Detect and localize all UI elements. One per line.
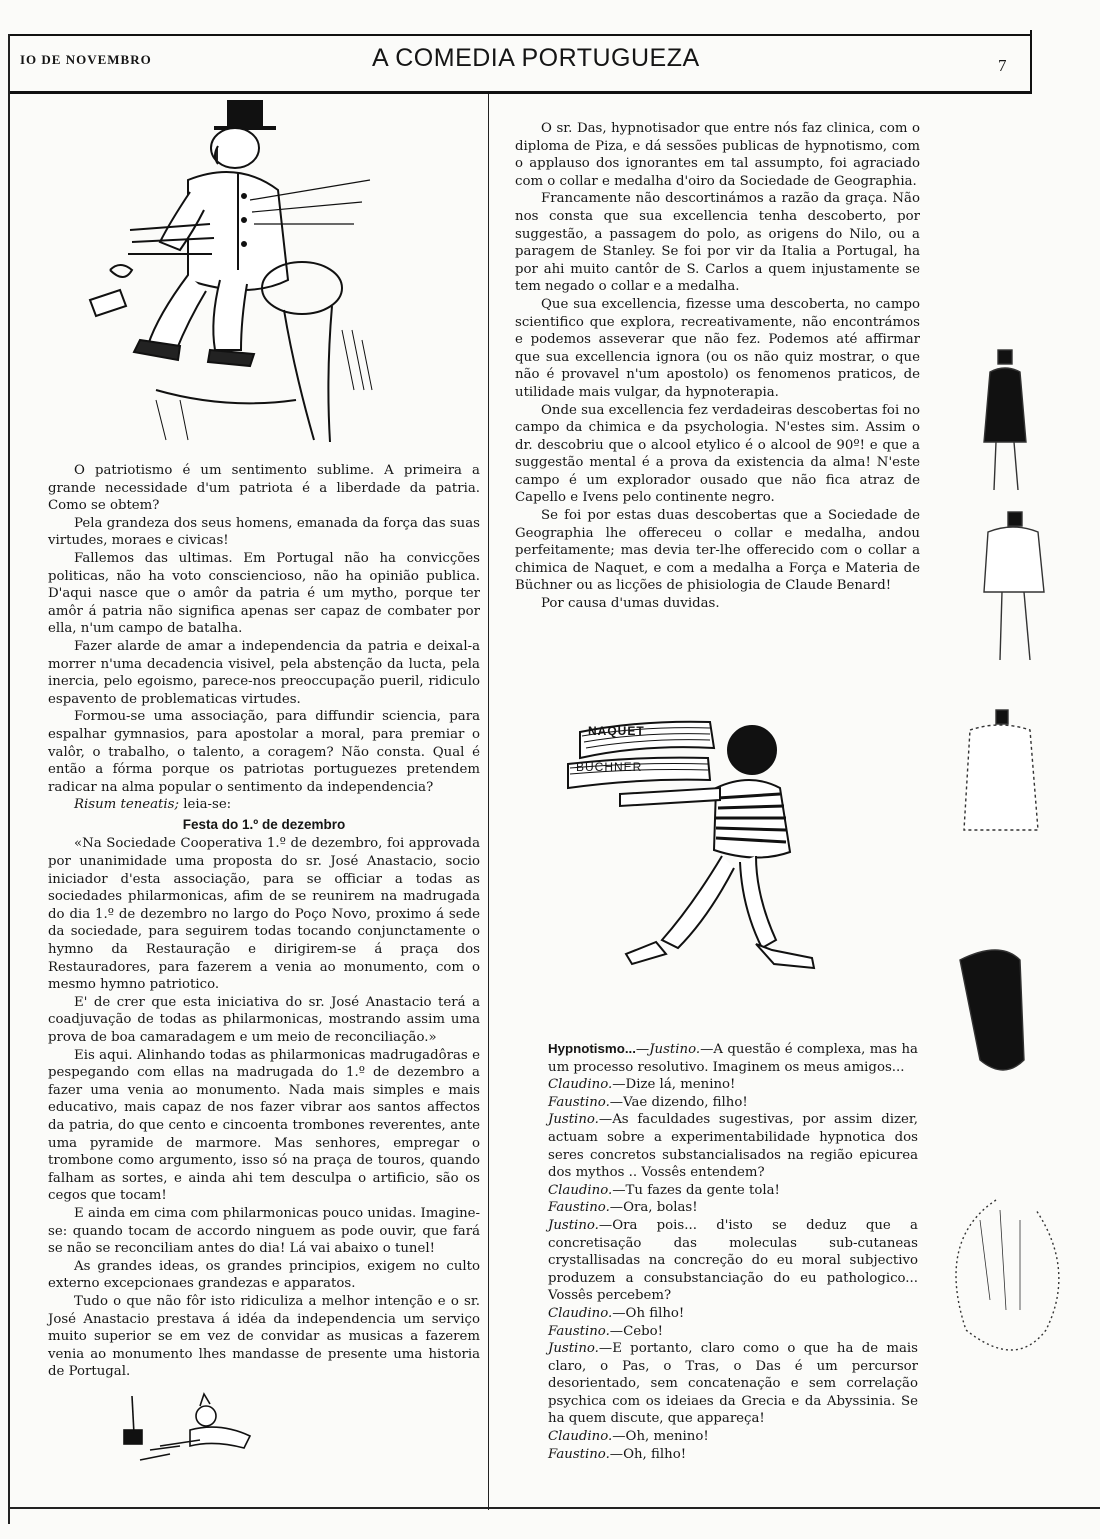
dialogue-speaker: Claudino.: [548, 1429, 613, 1445]
dialogue-text: —Oh filho!: [612, 1305, 685, 1321]
margin-figures-strip: [940, 100, 1090, 1500]
dialogue-text: —Cebo!: [609, 1323, 663, 1339]
reclining-figure-illustration: [120, 1390, 260, 1468]
dialogue-text: —Oh, filho!: [609, 1446, 687, 1462]
left-column-article: [48, 462, 480, 1381]
article-paragraph: Por causa d'umas duvidas.: [541, 596, 720, 612]
dialogue-line: [548, 1217, 918, 1305]
frame-right-rule: [1030, 30, 1032, 92]
dialogue-speaker: Justino.: [548, 1217, 599, 1233]
article-paragraph: O patriotismo é um sentimento sublime. A primeira a grande necessidade d'um patriota é a liberdade da patria. Como se obtem?: [48, 463, 480, 514]
column-divider: [488, 94, 489, 1510]
dialogue-speaker: Claudino.: [548, 1182, 613, 1198]
dialogue-text: —Tu fazes da gente tola!: [612, 1182, 780, 1198]
frame-left-rule: [8, 34, 10, 1524]
risum-rest: leia-se:: [178, 797, 232, 813]
dialogue-line: [548, 1076, 918, 1094]
dialogue-speaker: Claudino.: [548, 1305, 613, 1321]
dialogue-speaker: Faustino.: [548, 1200, 610, 1216]
right-column-article: [515, 120, 920, 613]
article-paragraph: Formou-se uma associação, para diffundir sciencia, para espalhar gymnasios, para apostolar a moral, para premiar o valôr, o trabalho, o talento, a coragem? Não consta. Qual é então a fórma porque os patriotas portuguezes pretendem radicar na alma popular o sentimento da independencia?: [48, 709, 480, 795]
risum-line: [48, 796, 480, 814]
dialogue-line: [548, 1094, 918, 1112]
book-label-buchner: BUCHNER: [576, 760, 643, 774]
dialogue-line: [548, 1428, 918, 1446]
dialogue-line: [548, 1182, 918, 1200]
dialogue-text: —Vae dizendo, filho!: [609, 1094, 748, 1110]
hypnotismo-dialogue: [548, 1040, 918, 1463]
dialogue-speaker: —Justino.: [635, 1042, 701, 1057]
masthead-title: A COMEDIA PORTUGUEZA: [372, 44, 700, 72]
dialogue-line: [548, 1446, 918, 1464]
dialogue-text: —Ora pois... d'isto se deduz que a concretisação das moleculas sub-cutaneas crystallisadas na concreção do eu moral subjectivo produzem a consubstanciação do eu pathologico... Vossês percebem?: [548, 1217, 918, 1304]
book-label-naquet: NAQUET: [588, 724, 645, 738]
dialogue-speaker: Faustino.: [548, 1446, 610, 1462]
article-paragraph: O sr. Das, hypnotisador que entre nós faz clinica, com o diploma de Piza, e dá sessões publicas de hypnotismo, com o applauso dos ignorantes em tal assumpto, foi agraciado com o collar e medalha d'oiro da Sociedade de Geographia.: [515, 121, 920, 189]
boy-carrying-books-illustration: [560, 706, 830, 996]
article-paragraph: Fallemos das ultimas. Em Portugal não ha convicções politicas, não ha voto consciencioso, não ha opinião publica. D'aqui nasce que o amôr da patria é um mytho, porque ter amôr á patria não significa apenas ser capaz de combater por ella, n'um campo de batalha.: [48, 550, 480, 637]
dialogue-line: [548, 1323, 918, 1341]
dialogue-text: —Ora, bolas!: [609, 1200, 698, 1216]
article-paragraph: As grandes ideas, os grandes principios, exigem no culto externo excepcionaes grandezas e apparatos.: [48, 1258, 480, 1292]
page-header: [14, 42, 1026, 90]
footer-rule: [10, 1507, 1100, 1509]
article-paragraph: Que sua excellencia, fizesse uma descoberta, no campo scientifico que explora, recreativamente, não encontrámos e podemos asseverar que não fez. Podemos até affirmar que sua excellencia ignora (ou os não quiz mostrar, o que não é provavel n'um apostolo) os fenomenos praticos, de utilidade mais vulgar, da hypnoterapia.: [515, 296, 920, 400]
article-paragraph: Tudo o que não fôr isto ridiculiza a melhor intenção e o sr. José Anastacio prestava á idéa da independencia um serviço muito superior se em vez de convidar as musicas a fazerem venia ao monumento lhes mandasse de presente uma historia de Portugal.: [48, 1293, 480, 1380]
quote-paragraph: «Na Sociedade Cooperativa 1.º de dezembro, foi approvada por unanimidade uma proposta do sr. José Anastacio, socio iniciador d'esta associação, para se officiar a todas as sociedades philarmonicas, afim de se reunirem na madrugada do dia 1.º de dezembro no largo do Poço Novo, proximo á sede da sociedade, para seguirem todas tocando conjunctamente o hymno da Restauração e dirigirem-se á praça dos Restauradores, para fazerem a venia ao monumento, com o mesmo hymno patriotico.: [48, 836, 480, 993]
dialogue-text: —A questão é complexa, mas ha um processo resolutivo. Imaginem os meus amigos...: [548, 1042, 918, 1075]
dialogue-line: [548, 1111, 918, 1181]
quote-paragraph: E' de crer que esta iniciativa do sr. José Anastacio terá a coadjuvação de todas as philarmonicas, mostrando assim uma prova de boa camaradagem e um meio de reconciliação.»: [48, 994, 480, 1045]
article-paragraph: Onde sua excellencia fez verdadeiras descobertas foi no campo da chimica e da psychologia. N'estes sim. Assim o dr. descobriu que o alcool etylico é o alcool de 90º! e que a suggestão mental é a prova da existencia da alma! N'este campo é um explorador ousado que não fica atraz de Capello e Ivens pelo continente negro.: [515, 402, 920, 506]
section-subheading: Festa do 1.º de dezembro: [182, 816, 346, 832]
dialogue-line: [548, 1199, 918, 1217]
dialogue-speaker: Claudino.: [548, 1077, 613, 1093]
article-paragraph: Pela grandeza dos seus homens, emanada da força das suas virtudes, moraes e civicas!: [48, 515, 480, 549]
dialogue-line: [548, 1340, 918, 1428]
dialogue-speaker: Faustino.: [548, 1094, 610, 1110]
article-paragraph: Eis aqui. Alinhando todas as philarmonicas madrugadôras e pespegando com ellas na madrugada do 1.º de dezembro a fazer uma venia ao monumento. Nada mais simples e mais educativo, mais capaz de nos fazer vibrar aos santos affectos da patria, do que cento e cincoenta trombones reverentes, ante uma pyramide de marmore. Mas senhores, empregar o trombone como argumento, isso só na praça de touros, quando falham as sortes, e ainda ahi tem desculpa o artificio, são os cegos que tocam!: [48, 1047, 480, 1204]
article-paragraph: Se foi por estas duas descobertas que a Sociedade de Geographia lhe offereceu o collar e medalha, andou perfeitamente; mas devia ter-lhe offerecido com o collar a chimica de Naquet, e com a medalha a Força e Materia de Büchner ou as licções de phisiologia de Claude Benard!: [515, 508, 920, 594]
article-paragraph: Francamente não descortinámos a razão da graça. Não nos consta que sua excellencia tenha descoberto, por suggestão, a passagem do polo, as origens do Nilo, ou a paragem de Stanley. Se foi por vir da Italia a Portugal, ha por ahi muito cantôr de S. Carlos a quem injustamente se tem negado o collar e a medalha.: [515, 191, 920, 295]
risum-italic: Risum teneatis;: [74, 797, 179, 813]
dialogue-speaker: Justino.: [548, 1341, 599, 1357]
header-rule: [10, 91, 1032, 94]
dialogue-line: [548, 1040, 918, 1076]
page-number: 7: [998, 56, 1007, 75]
dialogue-text: —Dize lá, menino!: [612, 1077, 736, 1093]
dialogue-title: Hypnotismo...: [548, 1041, 636, 1056]
dialogue-speaker: Justino.: [548, 1112, 599, 1128]
dialogue-line: [548, 1305, 918, 1323]
frame-top-rule: [8, 34, 1032, 36]
article-paragraph: Fazer alarde de amar a independencia da patria e deixal-a morrer n'uma decadencia visivel, pela abstenção da lucta, pela inercia, pelo egoismo, parece-nos preoccupação pueril, ridiculo espavento de problematicas virtudes.: [48, 638, 480, 707]
issue-date: IO DE NOVEMBRO: [20, 52, 152, 67]
dialogue-text: —E portanto, claro como o que ha de mais claro, o Pas, o Tras, o Das é um percursor desorientado, sem concatenação e sem correlação psychica com os ideiaes da Grecia e da Abyssinia. Se ha quem discute, que appareça!: [548, 1341, 918, 1427]
article-paragraph: E ainda em cima com philarmonicas pouco unidas. Imagine-se: quando tocam de accordo ninguem as pode ouvir, que fará se não se reconciliam antes do dia! Lá vai abaixo o tunel!: [48, 1205, 480, 1257]
dialogue-text: —Oh, menino!: [612, 1429, 709, 1445]
dialogue-text: —As faculdades sugestivas, por assim dizer, actuam sobre a experimentabilidade hypnotica dos seres concretos substancialisados na região epicurea dos mythos .. Vossês entendem?: [548, 1112, 918, 1181]
dialogue-speaker: Faustino.: [548, 1323, 610, 1339]
caricature-gentleman-illustration: [70, 100, 400, 452]
